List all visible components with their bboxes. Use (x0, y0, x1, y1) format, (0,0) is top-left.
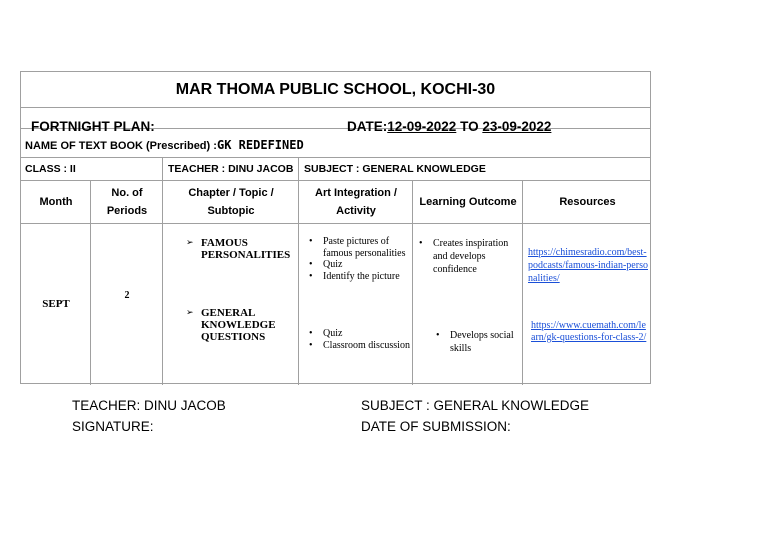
activity-item: • Classroom discussion (307, 340, 411, 352)
topic-label: FAMOUS PERSONALITIES (201, 237, 291, 261)
header-topic: Chapter / Topic / Subtopic (188, 187, 274, 217)
month-cell: SEPT (42, 298, 70, 310)
teacher-info: TEACHER : DINU JACOB (168, 163, 294, 175)
textbook-value: GK REDEFINED (217, 138, 304, 152)
header-art: Art Integration / Activity (315, 187, 397, 217)
arrow-bullet-icon: ➢ (186, 238, 194, 248)
header-outcome: Learning Outcome (419, 196, 517, 208)
date-to: 23-09-2022 (482, 119, 552, 134)
footer-teacher: TEACHER: DINU JACOB (72, 398, 226, 413)
activity-list (307, 236, 411, 282)
outcome-list (417, 237, 517, 276)
textbook-label: NAME OF TEXT BOOK (Prescribed) : (25, 140, 217, 152)
header-periods: No. of Periods (106, 187, 148, 217)
topic-item (186, 307, 296, 347)
subject-info: SUBJECT : GENERAL KNOWLEDGE (304, 163, 486, 175)
date-to-word: TO (456, 119, 483, 134)
date-label: DATE: (347, 119, 388, 134)
activity-list (307, 328, 411, 351)
class-info: CLASS : II (25, 163, 76, 175)
arrow-bullet-icon: ➢ (186, 308, 194, 318)
divider (162, 158, 163, 181)
resource-link[interactable]: https://www.cuemath.com/learn/gk-questions-for-class-2/ (531, 320, 647, 343)
activity-item: • Quiz (307, 259, 411, 271)
outcome-item: • Develops social skills (434, 329, 520, 355)
header-resources: Resources (559, 196, 616, 208)
footer-submission: DATE OF SUBMISSION: (361, 419, 511, 434)
date-from: 12-09-2022 (387, 119, 457, 134)
activity-item: • Paste pictures of famous personalities (307, 236, 411, 259)
fortnight-row (21, 108, 650, 134)
footer-signature: SIGNATURE: (72, 419, 154, 434)
footer-subject: SUBJECT : GENERAL KNOWLEDGE (361, 398, 590, 413)
topic-item (186, 237, 296, 267)
activity-item: • Quiz (307, 328, 411, 340)
outcome-list (434, 329, 520, 355)
outcome-item: • Creates inspiration and develops confidence (417, 237, 517, 276)
periods-cell: 2 (124, 290, 130, 301)
resource-link[interactable]: https://chimesradio.com/best-podcasts/famous-indian-personalities/ (528, 247, 648, 284)
plan-label: FORTNIGHT PLAN: (31, 119, 155, 134)
class-row (21, 158, 650, 181)
divider (298, 158, 299, 181)
header-month: Month (39, 196, 73, 208)
lesson-plan-sheet (20, 71, 651, 384)
activity-item: • Identify the picture (307, 271, 411, 283)
textbook-row (21, 129, 650, 158)
school-title: MAR THOMA PUBLIC SCHOOL, KOCHI-30 (21, 72, 650, 108)
topic-label: GENERAL KNOWLEDGE QUESTIONS (201, 307, 276, 343)
